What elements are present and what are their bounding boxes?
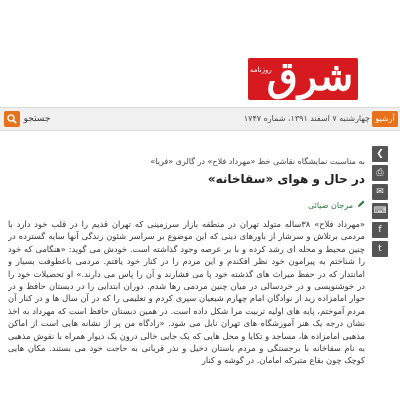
logo-subtext: روزنامه — [250, 66, 272, 74]
search-icon — [7, 114, 17, 124]
newspaper-logo[interactable] — [248, 58, 358, 100]
article — [0, 140, 400, 400]
print-icon: ⎙ — [376, 168, 384, 178]
share-toolbar — [372, 146, 388, 260]
issue-date: چهارشنبه ۷ اسفند ۱۳۹۱، شماره ۱۷۴۷ — [243, 114, 370, 123]
logo-wordmark: شرق — [266, 58, 354, 100]
share-button[interactable] — [372, 146, 388, 162]
email-icon: ✉ — [376, 187, 384, 197]
print-button[interactable] — [372, 165, 388, 181]
article-title[interactable]: در حال و هوای «سقاخانه» — [207, 172, 365, 186]
tweet-button[interactable] — [372, 241, 388, 257]
email-button[interactable] — [372, 184, 388, 200]
search-label[interactable]: جستجو — [23, 114, 51, 124]
search-button[interactable] — [4, 111, 20, 127]
archive-button[interactable]: آرشیو — [372, 111, 398, 127]
article-body: «مهرداد فلاح» ۳۸ساله متولد تهران در منطقه بازار سرزمینی که تهران قدیم را در قلب خود دارد با مردمی برتلاش و سرشار از باورهای دینی که این موضوع بر سراسر شئون زندگی آنها سایه گسترده در چنین محیط و محله ای رشد کرده و با بر عرصه وجود گذاشته است. خودش می گوید: «هنگامی که خود را شناختم به پیرامون خود نظر افکندم و این مردم را در کنار خود یافتم. مردمی باعطوفت بسیار و امانتدار که در حفظ میراث های گذشته خود پا می فشارند و آن را پاس می دارند.» او تحصیلات خود را در خوشنویسی و در خردسالی در میان چنین مردمی رها شدم. دوران ابتدایی را در دبستان حافظ و در حوار امامزاده زید از نوادگان امام چهارم شیعیان سپری کردم و تعلیمی را که در آن سال ها و در کنار آن مردم آموختم، پایه های اولیه تربیت مرا شکل داده است. در همین دبستان حافظ است که مهرداد به اخذ نشان درجه یک هنر آموزشگاه های تهران نایل می شود. «زادگاه من پر از نشانه هایی است از اماکن مذهبی امامزاده ها، مساجد و تکایا و محل هایی که یک جایی خالی درون یک دیوار همراه با نقوش مذهبی به نام سقاخانه با برجستگی و مردم باستان دخیل و نذر قربانی به حاجت خود می بستند. مکان هایی کوچک چون بقاع متبرکه امامان. در گوشه و کنار — [8, 219, 365, 366]
font-icon: ⌨ — [373, 206, 387, 216]
article-subtitle: به مناسبت نمایشگاه نقاشی خط «مهرداد فلاح» در گالری «فریا» — [150, 157, 365, 166]
masthead — [0, 0, 400, 104]
tweet-icon: t — [378, 244, 382, 254]
author-line — [200, 200, 365, 212]
top-bar — [0, 107, 400, 131]
bookmark-icon: f — [378, 225, 382, 235]
font-size-button[interactable] — [372, 203, 388, 219]
bookmark-button[interactable] — [372, 222, 388, 238]
share-icon: ❮ — [376, 149, 384, 159]
pencil-icon — [357, 200, 365, 212]
author-name: مرجان ضیائی — [307, 201, 353, 210]
